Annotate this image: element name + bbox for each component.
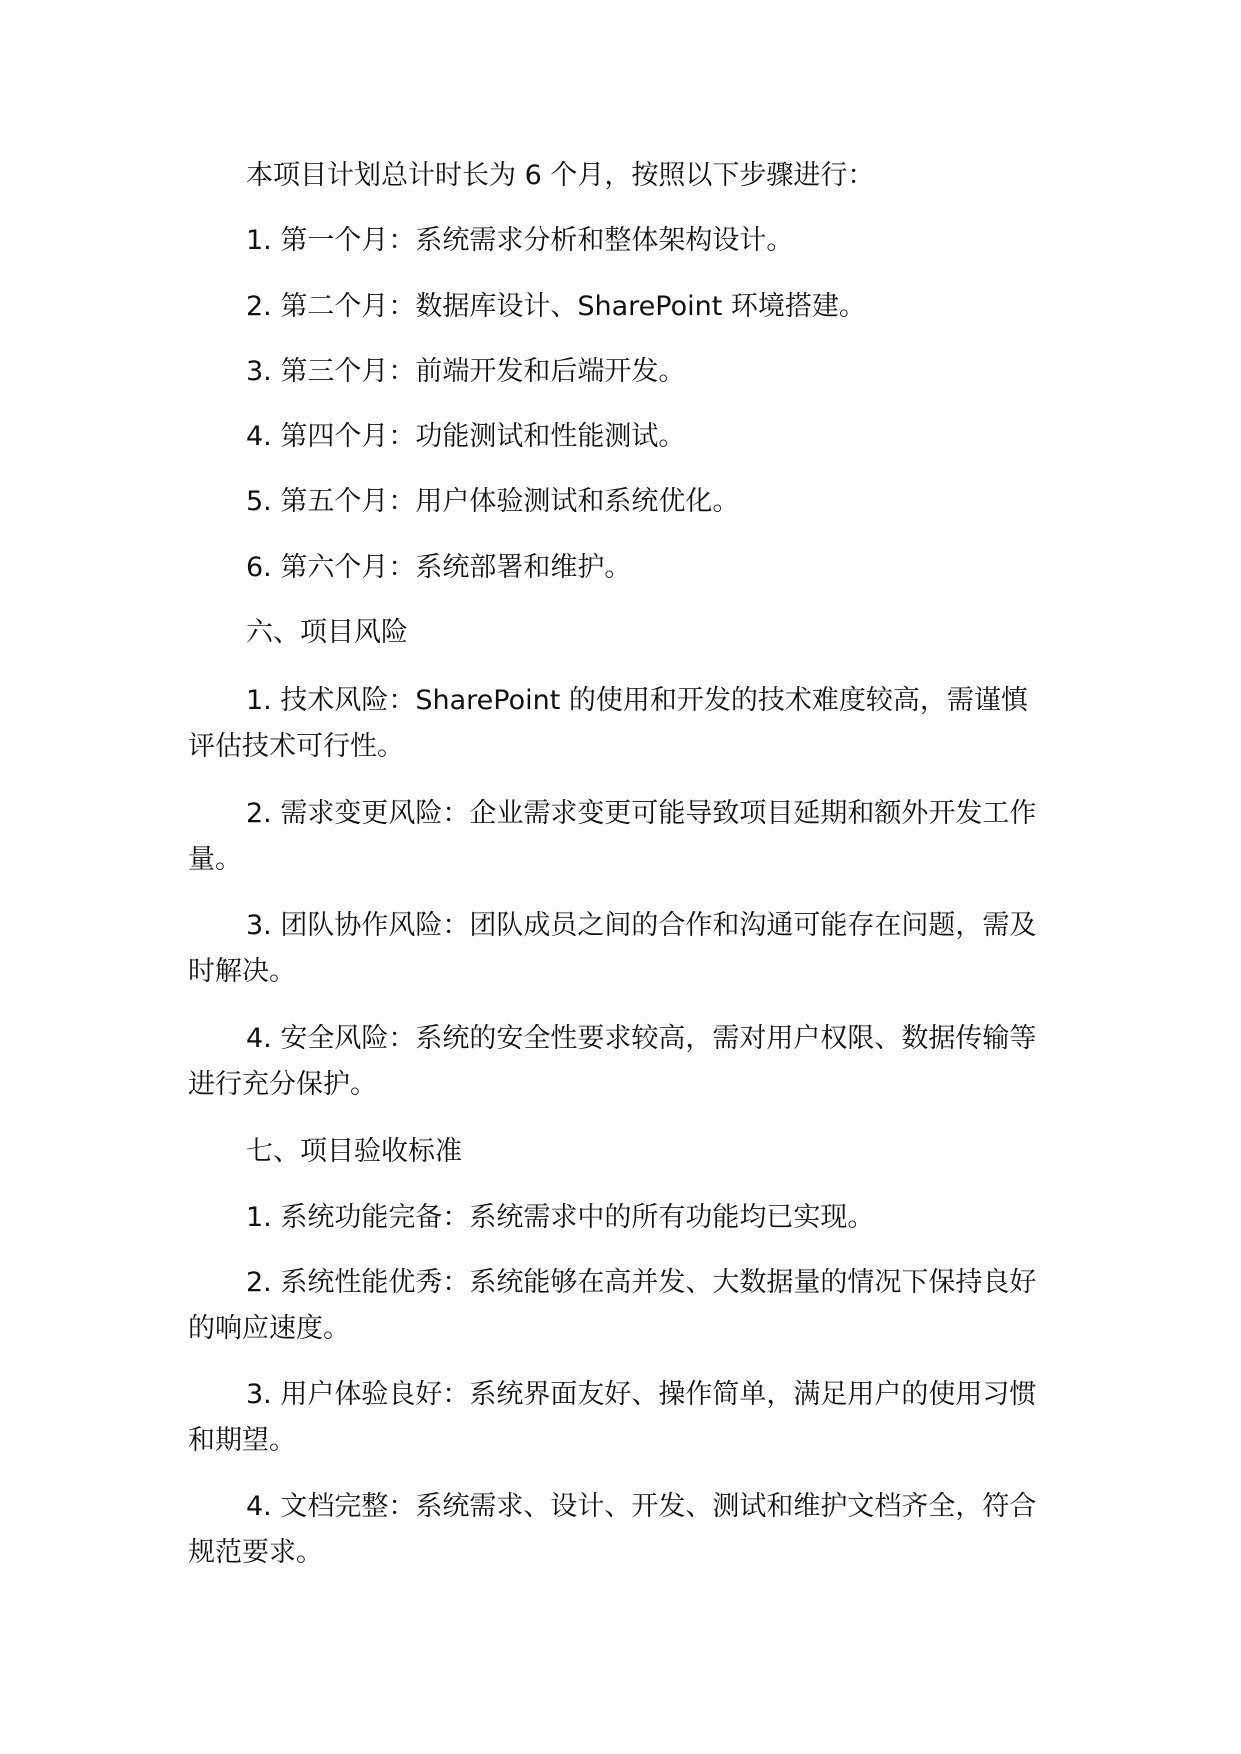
acceptance-item-performance: 2. 系统性能优秀：系统能够在高并发、大数据量的情况下保持良好的响应速度。 bbox=[188, 1267, 1037, 1344]
risk-item-team: 3. 团队协作风险：团队成员之间的合作和沟通可能存在问题，需及时解决。 bbox=[188, 910, 1037, 987]
schedule-item-month-6: 6. 第六个月：系统部署和维护。 bbox=[246, 552, 632, 583]
schedule-item-month-4: 4. 第四个月：功能测试和性能测试。 bbox=[246, 421, 686, 452]
risk-item-requirements: 2. 需求变更风险：企业需求变更可能导致项目延期和额外开发工作量。 bbox=[188, 798, 1037, 875]
schedule-item-month-1: 1. 第一个月：系统需求分析和整体架构设计。 bbox=[246, 225, 794, 256]
risk-item-technical: 1. 技术风险：SharePoint 的使用和开发的技术难度较高，需谨慎评估技术可行性。 bbox=[188, 685, 1028, 762]
schedule-item-month-2: 2. 第二个月：数据库设计、SharePoint 环境搭建。 bbox=[246, 291, 866, 322]
schedule-item-month-5: 5. 第五个月：用户体验测试和系统优化。 bbox=[246, 486, 740, 517]
acceptance-item-ux: 3. 用户体验良好：系统界面友好、操作简单，满足用户的使用习惯和期望。 bbox=[188, 1379, 1037, 1456]
intro-paragraph: 本项目计划总计时长为 6 个月，按照以下步骤进行： bbox=[246, 160, 875, 191]
section-heading-risks: 六、项目风险 bbox=[246, 617, 408, 648]
acceptance-item-function: 1. 系统功能完备：系统需求中的所有功能均已实现。 bbox=[246, 1202, 875, 1233]
risk-item-security: 4. 安全风险：系统的安全性要求较高，需对用户权限、数据传输等进行充分保护。 bbox=[188, 1023, 1037, 1100]
section-heading-acceptance: 七、项目验收标准 bbox=[246, 1136, 462, 1167]
acceptance-item-docs: 4. 文档完整：系统需求、设计、开发、测试和维护文档齐全，符合规范要求。 bbox=[188, 1491, 1037, 1568]
schedule-item-month-3: 3. 第三个月：前端开发和后端开发。 bbox=[246, 356, 686, 387]
